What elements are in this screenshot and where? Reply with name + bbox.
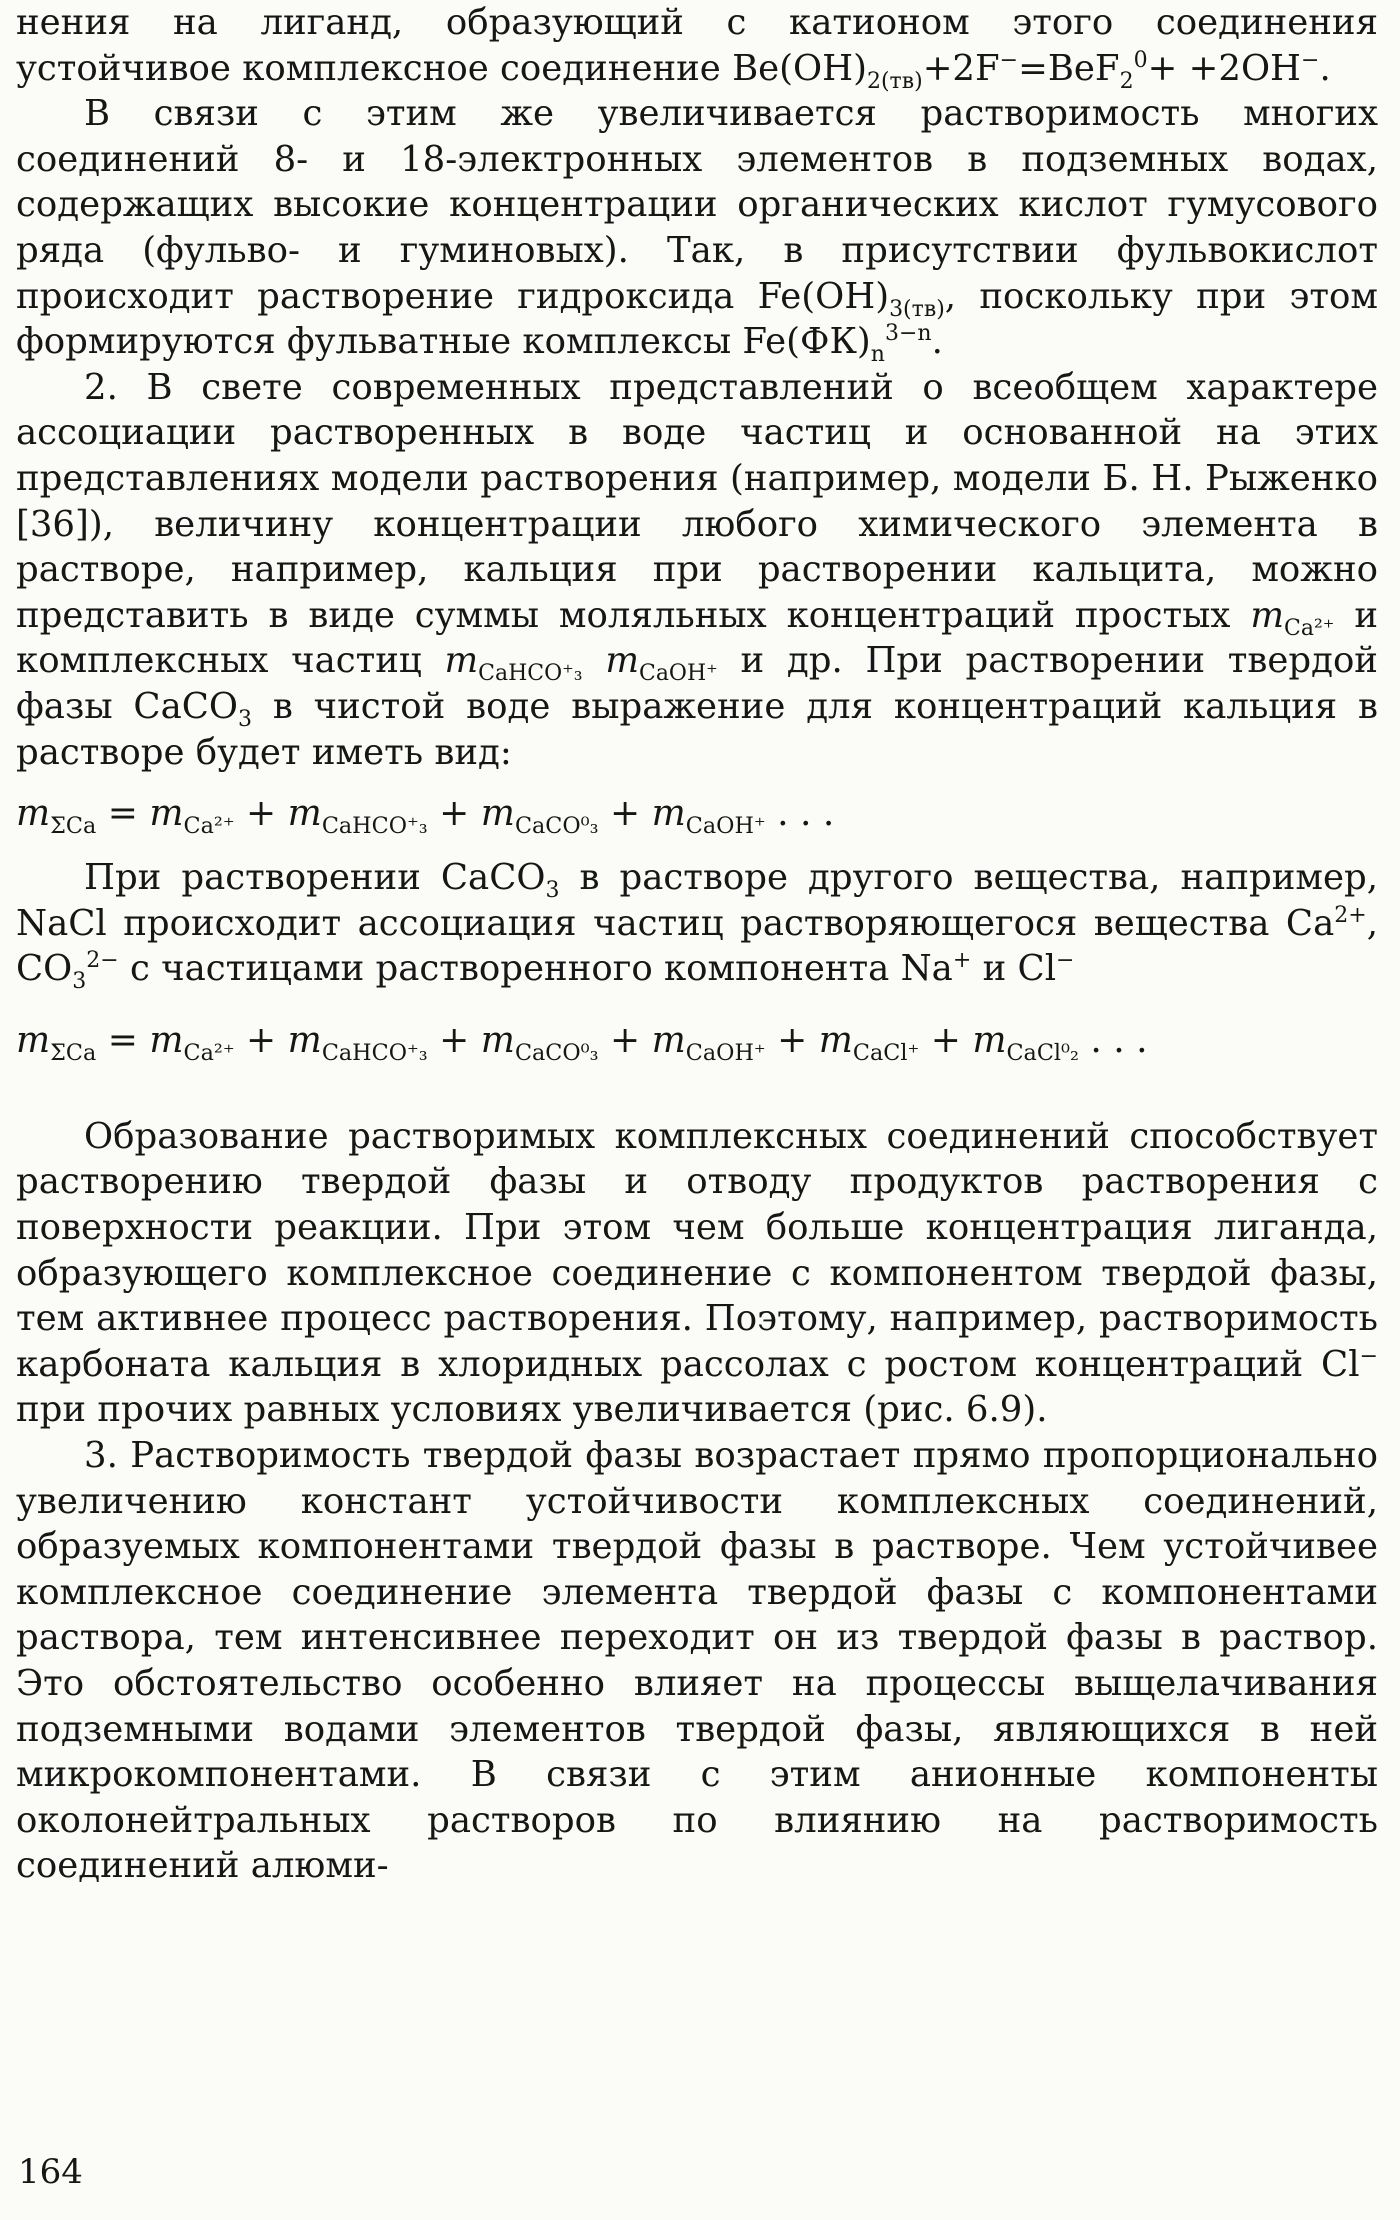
subscript: CaHCO⁺₃: [321, 813, 428, 840]
molality-symbol: m: [287, 793, 322, 835]
molality-symbol: m: [16, 1019, 51, 1061]
molality-symbol: m: [605, 640, 639, 682]
superscript: −: [1359, 1344, 1378, 1370]
molality-symbol: m: [480, 1019, 515, 1061]
subscript: ΣCa: [50, 813, 97, 840]
subscript: CaCl⁰₂: [1006, 1040, 1079, 1067]
text-run: [583, 640, 606, 681]
text-run: .: [1319, 47, 1331, 89]
text-run: в чистой воде выражение для концентраций кальция в растворе будет иметь вид:: [16, 685, 1378, 773]
paragraph-humic-acids: [16, 91, 1378, 368]
subscript: Ca²⁺: [1284, 615, 1335, 641]
superscript: 2+: [1334, 902, 1367, 928]
molality-symbol: m: [16, 793, 51, 835]
molality-symbol: m: [818, 1019, 853, 1061]
subscript: 3(тв): [889, 296, 945, 322]
paragraph-nacl-solution: [16, 855, 1378, 995]
text-run: + +2OH: [1147, 47, 1302, 89]
molality-symbol: m: [480, 793, 515, 835]
operator: +: [919, 1019, 973, 1061]
subscript: 2(тв): [866, 68, 923, 94]
subscript: 3: [72, 969, 87, 995]
subscript: CaHCO⁺₃: [321, 1040, 428, 1067]
operator: +: [598, 1019, 652, 1061]
paragraph-association-model: [16, 365, 1378, 775]
formula-nacl-solution: [16, 1018, 1378, 1067]
subscript: Ca²⁺: [183, 1040, 235, 1067]
subscript: ΣCa: [50, 1040, 97, 1067]
paragraph-stability-constants: [16, 1433, 1378, 1889]
superscript: 3−n: [884, 321, 932, 347]
text-run: в растворе другого вещества, например, NaCl происходит ассоциация частиц растворяющегося вещества Ca: [16, 857, 1378, 944]
operator: +: [598, 793, 652, 835]
operator: +: [234, 1019, 288, 1061]
molality-symbol: m: [651, 1019, 686, 1061]
text-run: нения на лиганд, образующий с катионом этого соединения устойчивое комплексное соединение Be(OH): [16, 2, 1378, 89]
formula-pure-water: [16, 791, 1378, 840]
subscript: CaOH⁺: [685, 813, 766, 840]
text-run: +2F: [922, 47, 1000, 89]
subscript: CaOH⁺: [685, 1040, 766, 1067]
molality-symbol: m: [444, 640, 479, 682]
paragraph-intro: [16, 0, 1378, 94]
molality-symbol: m: [149, 793, 184, 835]
molality-symbol: m: [287, 1019, 322, 1061]
text-run: При растворении CaCO: [84, 857, 546, 899]
text-run: =BeF: [1018, 47, 1120, 89]
operator: +: [427, 1019, 481, 1061]
ellipsis: . . .: [765, 793, 835, 835]
text-run: , CO: [16, 902, 1378, 990]
ellipsis: . . .: [1078, 1019, 1148, 1061]
superscript: −: [1301, 47, 1320, 73]
text-run: с частицами растворенного компонента Na: [118, 948, 953, 990]
operator: +: [234, 793, 288, 835]
molality-symbol: m: [651, 793, 686, 835]
superscript: +: [952, 948, 972, 974]
operator: +: [427, 793, 481, 835]
text-run: .: [931, 321, 943, 363]
subscript: CaHCO⁺₃: [478, 661, 583, 687]
text-run: Образование растворимых комплексных соединений способствует растворению твердой фазы и отводу продуктов растворения с поверхности реакции. При этом чем больше концентрация лиганда, образующего комплексное соединение с компонентом твердой фазы, тем активнее процесс растворения. Поэтому, например, растворимость карбоната кальция в хлоридных рассолах с ростом концентраций Cl: [16, 1115, 1378, 1385]
superscript: −: [1056, 948, 1075, 974]
operator: =: [96, 1019, 150, 1061]
text-run: 2. В свете современных представлений о всеобщем характере ассоциации растворенных в воде частиц и основанной на этих представлениях модели растворения (например, модели Б. Н. Рыженко [36]), величину концентрации любого химического элемента в растворе, например, кальция при растворении кальцита, можно представить в виде суммы моляльных концентраций простых: [16, 366, 1378, 636]
molality-symbol: m: [972, 1019, 1007, 1061]
molality-symbol: m: [1250, 594, 1285, 636]
subscript: 2: [1119, 68, 1134, 94]
text-run: 3. Растворимость твердой фазы возрастает прямо пропорционально увеличению констант устойчивости комплексных соединений, образуемых компонентами твердой фазы в растворе. Чем устойчивее комплексное соединение элемента твердой фазы с компонентами раствора, тем интенсивнее переходит он из твердой фазы в раствор. Это обстоятельство особенно влияет на процессы выщелачивания подземными водами элементов твердой фазы, являющихся в ней микрокомпонентами. В связи с этим анионные компоненты околонейтральных растворов по влиянию на растворимость соединений алюми-: [16, 1435, 1378, 1887]
subscript: 3: [545, 878, 560, 904]
superscript: 0: [1133, 47, 1148, 73]
subscript: 3: [238, 707, 252, 732]
paragraph-complex-formation: [16, 1114, 1378, 1433]
subscript: n: [870, 342, 885, 368]
subscript: CaCO⁰₃: [514, 813, 599, 840]
molality-symbol: m: [149, 1019, 184, 1061]
text-run: и др. При растворении твердой фазы CaCO: [16, 640, 1378, 727]
text-run: при прочих равных условиях увеличивается (рис. 6.9).: [16, 1389, 1048, 1431]
subscript: CaCl⁺: [852, 1040, 920, 1067]
text-run: и комплексных частиц: [16, 594, 1378, 682]
text-run: В связи с этим же увеличивается растворимость многих соединений 8- и 18-электронных элементов в подземных водах, содержащих высокие концентрации органических кислот гумусового ряда (фульво- и гуминовых). Так, в присутствии фульвокислот происходит растворение гидроксида Fe(OH): [16, 93, 1378, 317]
subscript: CaOH⁺: [638, 661, 718, 687]
superscript: −: [999, 47, 1019, 73]
superscript: 2−: [86, 948, 119, 974]
operator: =: [96, 793, 150, 835]
operator: +: [765, 1019, 819, 1061]
subscript: CaCO⁰₃: [514, 1040, 599, 1067]
text-run: и Cl: [971, 948, 1057, 990]
subscript: Ca²⁺: [183, 813, 235, 840]
page-number: 164: [18, 2152, 83, 2192]
text-run: , поскольку при этом формируются фульватные комплексы Fe(ФК): [16, 275, 1378, 363]
